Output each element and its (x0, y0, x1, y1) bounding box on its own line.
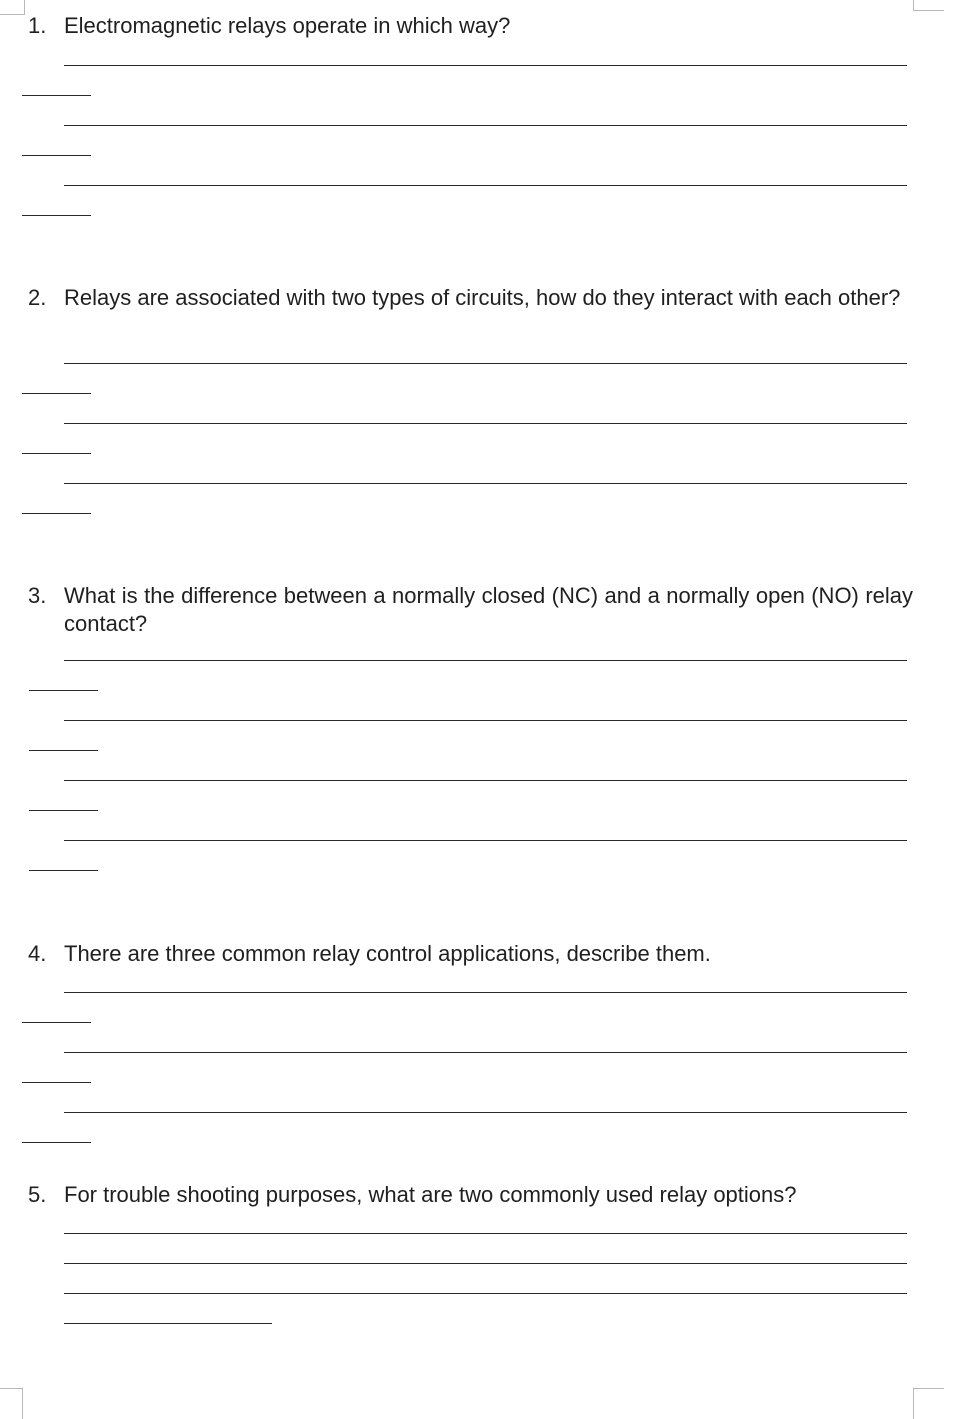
question-number: 5. (28, 1182, 47, 1207)
answer-line[interactable] (64, 1263, 907, 1264)
answer-line[interactable] (64, 992, 907, 993)
answer-line-continuation[interactable] (22, 215, 91, 216)
answer-line[interactable] (64, 423, 907, 424)
answer-line-continuation[interactable] (22, 513, 91, 514)
question-text: What is the difference between a normally closed (NC) and a normally open (NO) relay contact? (64, 583, 913, 636)
answer-line[interactable] (64, 720, 907, 721)
answer-line[interactable] (64, 125, 907, 126)
answer-line[interactable] (64, 1293, 907, 1294)
question-text: For trouble shooting purposes, what are two commonly used relay options? (64, 1182, 797, 1207)
question-2 (28, 284, 913, 312)
answer-line-continuation[interactable] (22, 453, 91, 454)
crop-mark-top-right (913, 0, 944, 11)
question-number: 4. (28, 941, 47, 966)
answer-line[interactable] (64, 185, 907, 186)
question-4 (28, 940, 913, 968)
answer-line-continuation[interactable] (29, 690, 98, 691)
answer-line[interactable] (64, 65, 907, 66)
answer-line-continuation[interactable] (29, 810, 98, 811)
answer-line-continuation[interactable] (22, 1142, 91, 1143)
answer-line[interactable] (64, 363, 907, 364)
answer-line-continuation[interactable] (64, 1323, 272, 1324)
answer-line[interactable] (64, 1233, 907, 1234)
answer-line-continuation[interactable] (22, 155, 91, 156)
answer-line-continuation[interactable] (22, 393, 91, 394)
crop-mark-top-left (0, 0, 25, 15)
question-5 (28, 1181, 913, 1209)
question-number: 1. (28, 13, 47, 38)
crop-mark-bottom-left (0, 1388, 23, 1419)
question-number: 2. (28, 285, 47, 310)
question-3 (28, 582, 913, 638)
question-text: Relays are associated with two types of circuits, how do they interact with each other? (64, 285, 901, 310)
answer-line[interactable] (64, 1112, 907, 1113)
answer-line-continuation[interactable] (22, 95, 91, 96)
answer-line-continuation[interactable] (29, 870, 98, 871)
answer-line[interactable] (64, 1052, 907, 1053)
answer-line-continuation[interactable] (22, 1022, 91, 1023)
question-text: There are three common relay control applications, describe them. (64, 941, 711, 966)
answer-line-continuation[interactable] (29, 750, 98, 751)
answer-line[interactable] (64, 840, 907, 841)
answer-line[interactable] (64, 780, 907, 781)
question-number: 3. (28, 583, 47, 608)
answer-line-continuation[interactable] (22, 1082, 91, 1083)
question-text: Electromagnetic relays operate in which way? (64, 13, 511, 38)
crop-mark-bottom-right (913, 1388, 944, 1419)
answer-line[interactable] (64, 660, 907, 661)
answer-line[interactable] (64, 483, 907, 484)
question-1 (28, 12, 913, 40)
